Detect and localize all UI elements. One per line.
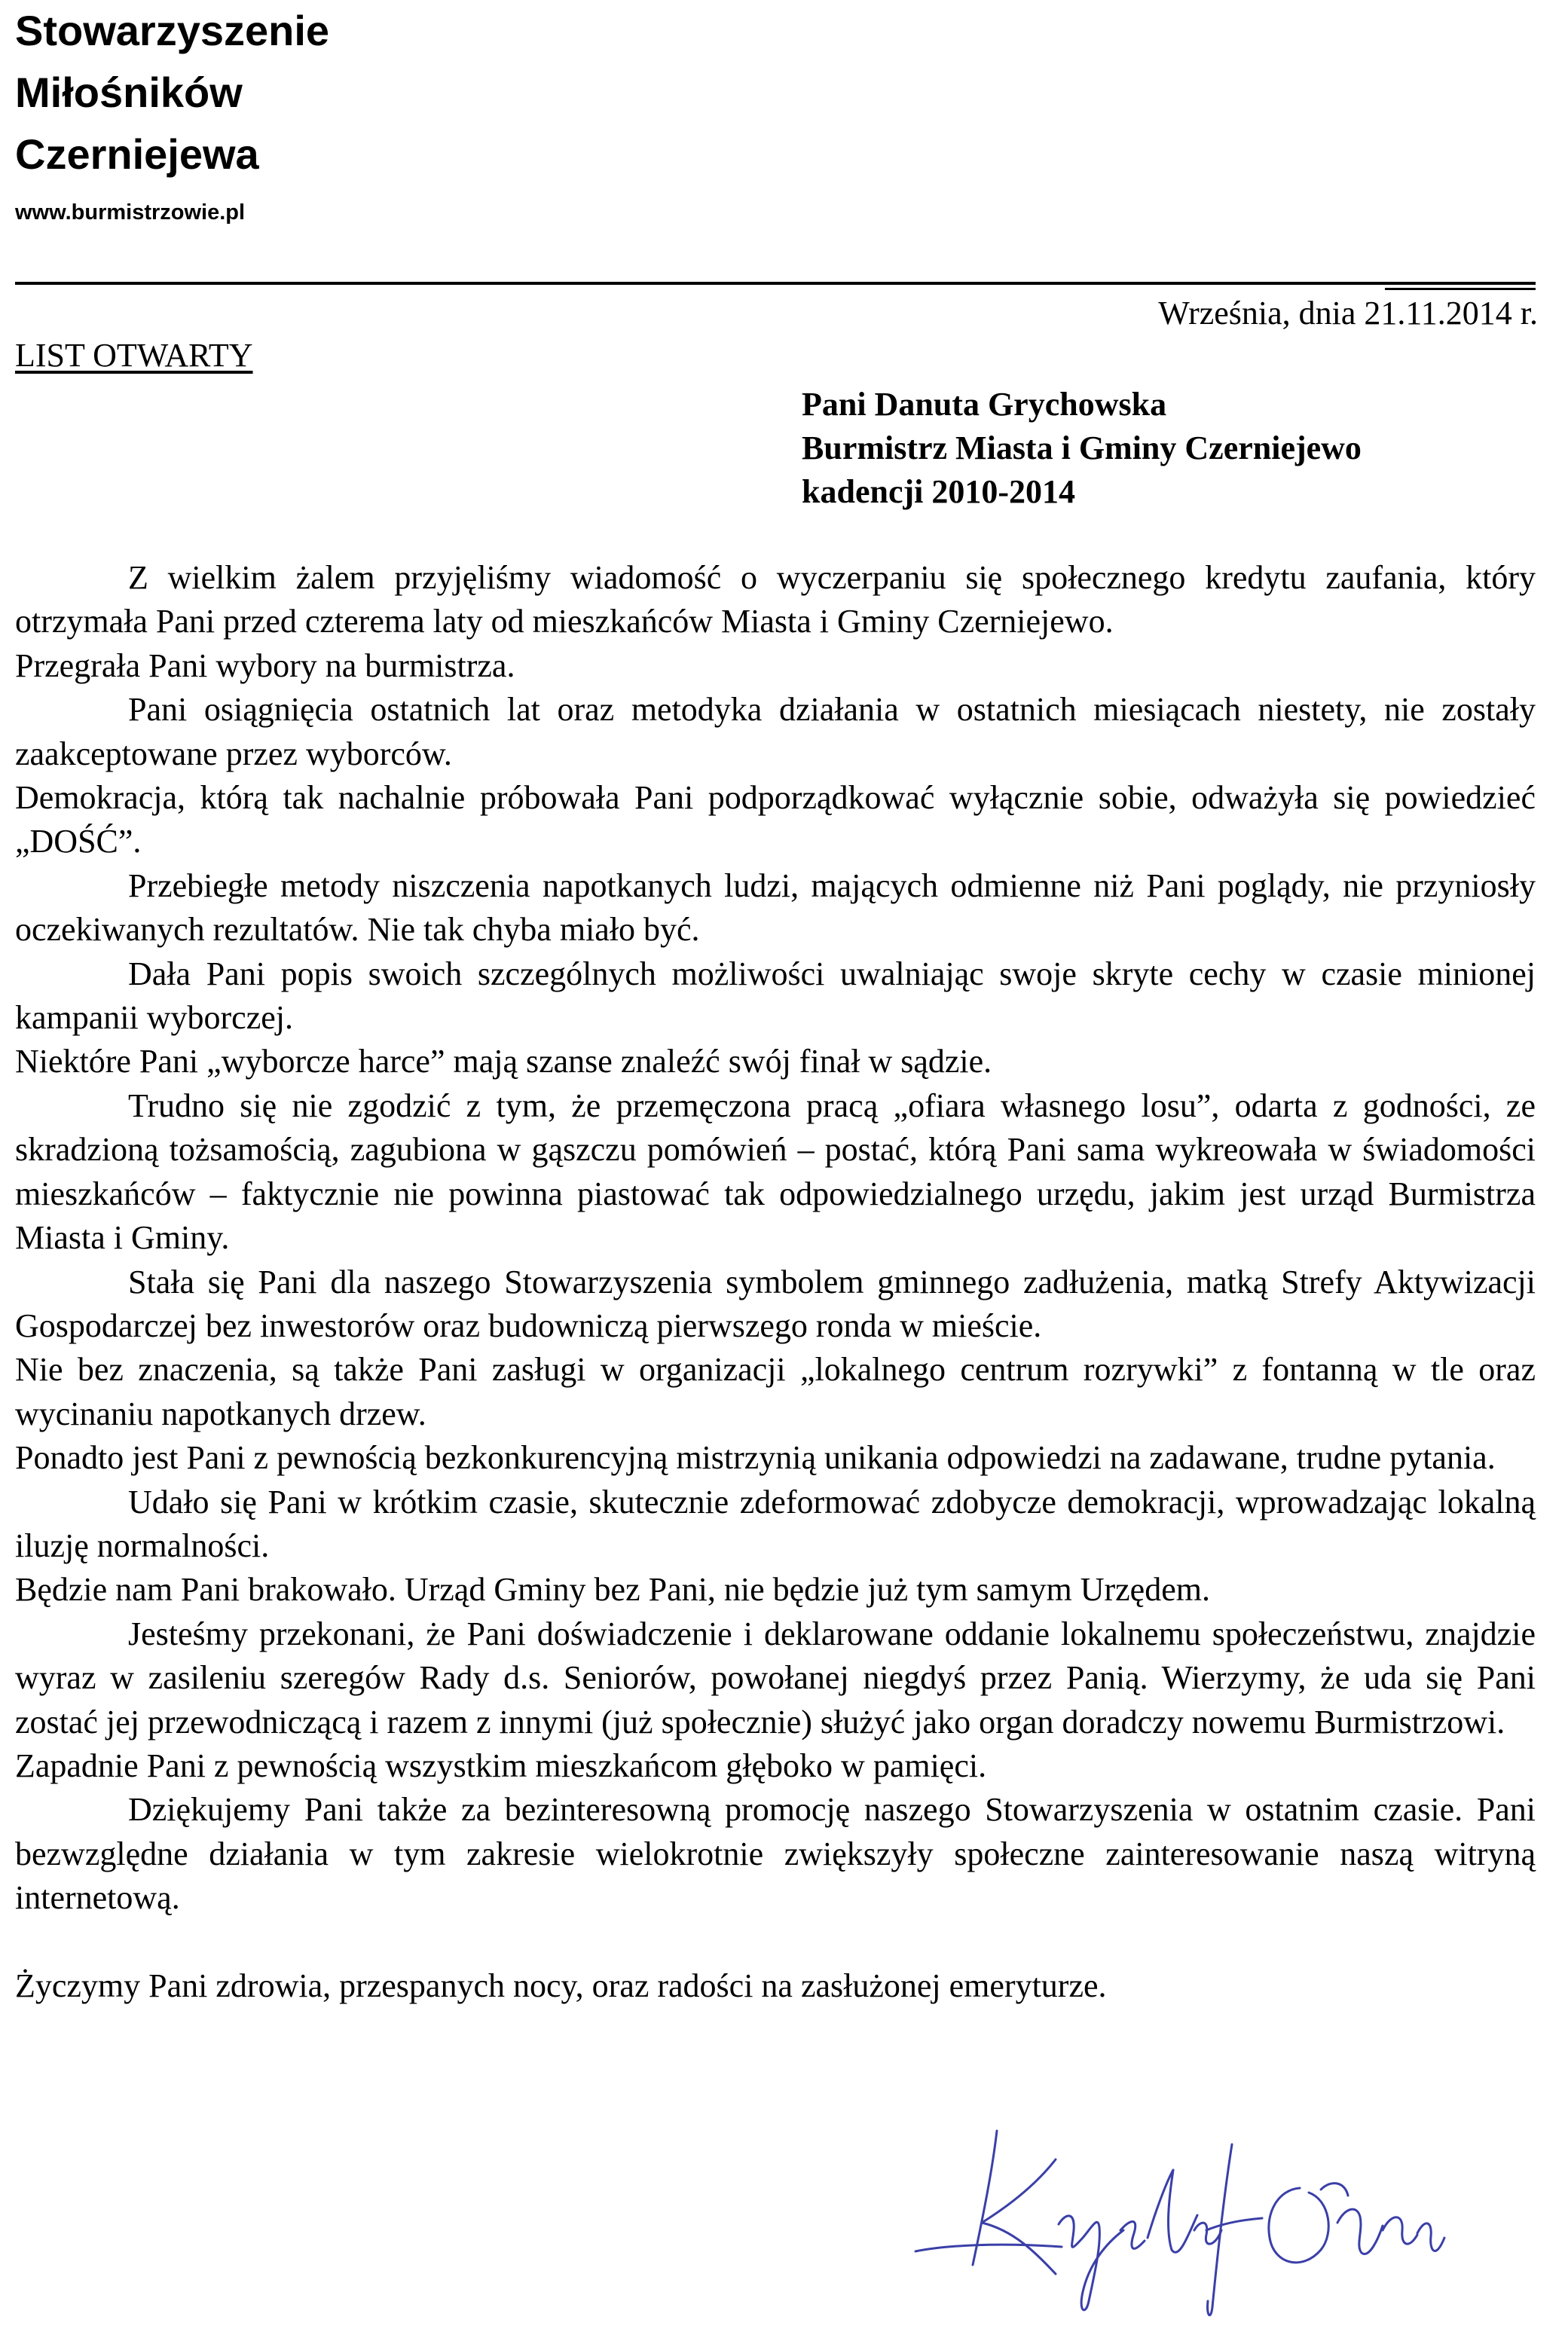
- body-paragraph: Pani osiągnięcia ostatnich lat oraz metodyka działania w ostatnich miesiącach niestety, nie zostały zaakceptowane przez wyborców.: [15, 691, 1536, 772]
- header-divider: [15, 282, 1536, 285]
- body-paragraph: Udało się Pani w krótkim czasie, skutecznie zdeformować zdobycze demokracji, wprowadzając lokalną iluzję normalności.: [15, 1483, 1536, 1564]
- letter-body: [15, 556, 1536, 2008]
- body-paragraph: Przebiegłe metody niszczenia napotkanych ludzi, mających odmienne niż Pani poglądy, nie przyniosły oczekiwanych rezultatów. Nie tak chyba miało być.: [15, 866, 1536, 949]
- recipient-title: Burmistrz Miasta i Gminy Czerniejewo: [802, 429, 1362, 466]
- organization-name-line: Czerniejewa: [15, 130, 259, 178]
- body-paragraph: Zapadnie Pani z pewnością wszystkim mieszkańcom głęboko w pamięci.: [15, 1747, 987, 1784]
- body-paragraph: Ponadto jest Pani z pewnością bezkonkurencyjną mistrzynią unikania odpowiedzi na zadawane, trudne pytania.: [15, 1439, 1496, 1477]
- organization-name-line: Miłośników: [15, 69, 243, 116]
- body-paragraph: Nie bez znaczenia, są także Pani zasługi w organizacji „lokalnego centrum rozrywki” z fontanną w tle oraz wycinaniu napotkanych drzew.: [15, 1351, 1536, 1432]
- body-paragraph: Demokracja, którą tak nachalnie próbowała Pani podporządkować wyłącznie sobie, odważyła się powiedzieć „DOŚĆ”.: [15, 779, 1536, 860]
- handwritten-signature: [908, 2117, 1450, 2336]
- recipient-name: Pani Danuta Grychowska: [802, 386, 1167, 423]
- body-paragraph: Przegrała Pani wybory na burmistrza.: [15, 646, 515, 684]
- body-paragraph: Dziękujemy Pani także za bezinteresowną promocję naszego Stowarzyszenia w ostatnim czasie. Pani bezwzględne działania w tym zakresie wielokrotnie zwiększyły społeczne zainteresowanie naszą witryną internetową.: [15, 1791, 1536, 1917]
- letter-date: Września, dnia 21.11.2014 r.: [1158, 295, 1538, 332]
- recipient-term: kadencji 2010-2014: [802, 473, 1075, 510]
- website-address: www.burmistrzowie.pl: [15, 200, 246, 225]
- body-paragraph: Dała Pani popis swoich szczególnych możliwości uwalniając swoje skryte cechy w czasie minionej kampanii wyborczej.: [15, 955, 1536, 1037]
- body-paragraph: Trudno się nie zgodzić z tym, że przemęczona pracą „ofiara własnego losu”, odarta z godności, ze skradzioną tożsamością, zagubiona w gąszczu pomówień – postać, którą Pani sama wykreowała w świadomości mieszkańców – faktycznie nie powinna piastować tak odpowiedzialnego urzędu, jakim jest urząd Burmistrza Miasta i Gminy.: [15, 1086, 1536, 1257]
- organization-name: [15, 0, 329, 185]
- body-paragraph: Niektóre Pani „wyborcze harce” mają szanse znaleźć swój finał w sądzie.: [15, 1043, 992, 1080]
- letter-heading: LIST OTWARTY: [15, 337, 253, 374]
- header-divider-extension: [1385, 288, 1536, 290]
- organization-name-line: Stowarzyszenie: [15, 7, 330, 54]
- body-paragraph: Stała się Pani dla naszego Stowarzyszenia symbolem gminnego zadłużenia, matką Strefy Aktywizacji Gospodarczej bez inwestorów oraz budowniczą pierwszego ronda w mieście.: [15, 1263, 1536, 1344]
- body-paragraph: Z wielkim żalem przyjęliśmy wiadomość o wyczerpaniu się społecznego kredytu zaufania, który otrzymała Pani przed czterema laty od mieszkańców Miasta i Gminy Czerniejewo.: [15, 559, 1536, 640]
- recipient-block: [802, 383, 1362, 514]
- body-paragraph: Będzie nam Pani brakowało. Urząd Gminy bez Pani, nie będzie już tym samym Urzędem.: [15, 1571, 1210, 1609]
- closing-paragraph: Życzymy Pani zdrowia, przespanych nocy, oraz radości na zasłużonej emeryturze.: [15, 1967, 1107, 2004]
- body-paragraph: Jesteśmy przekonani, że Pani doświadczenie i deklarowane oddanie lokalnemu społeczeństwu, znajdzie wyraz w zasileniu szeregów Rady d.s. Seniorów, powołanej niegdyś przez Panią. Wierzymy, że uda się Pani zostać jej przewodniczącą i razem z innymi (już społecznie) służyć jako organ doradczy nowemu Burmistrzowi.: [15, 1615, 1536, 1740]
